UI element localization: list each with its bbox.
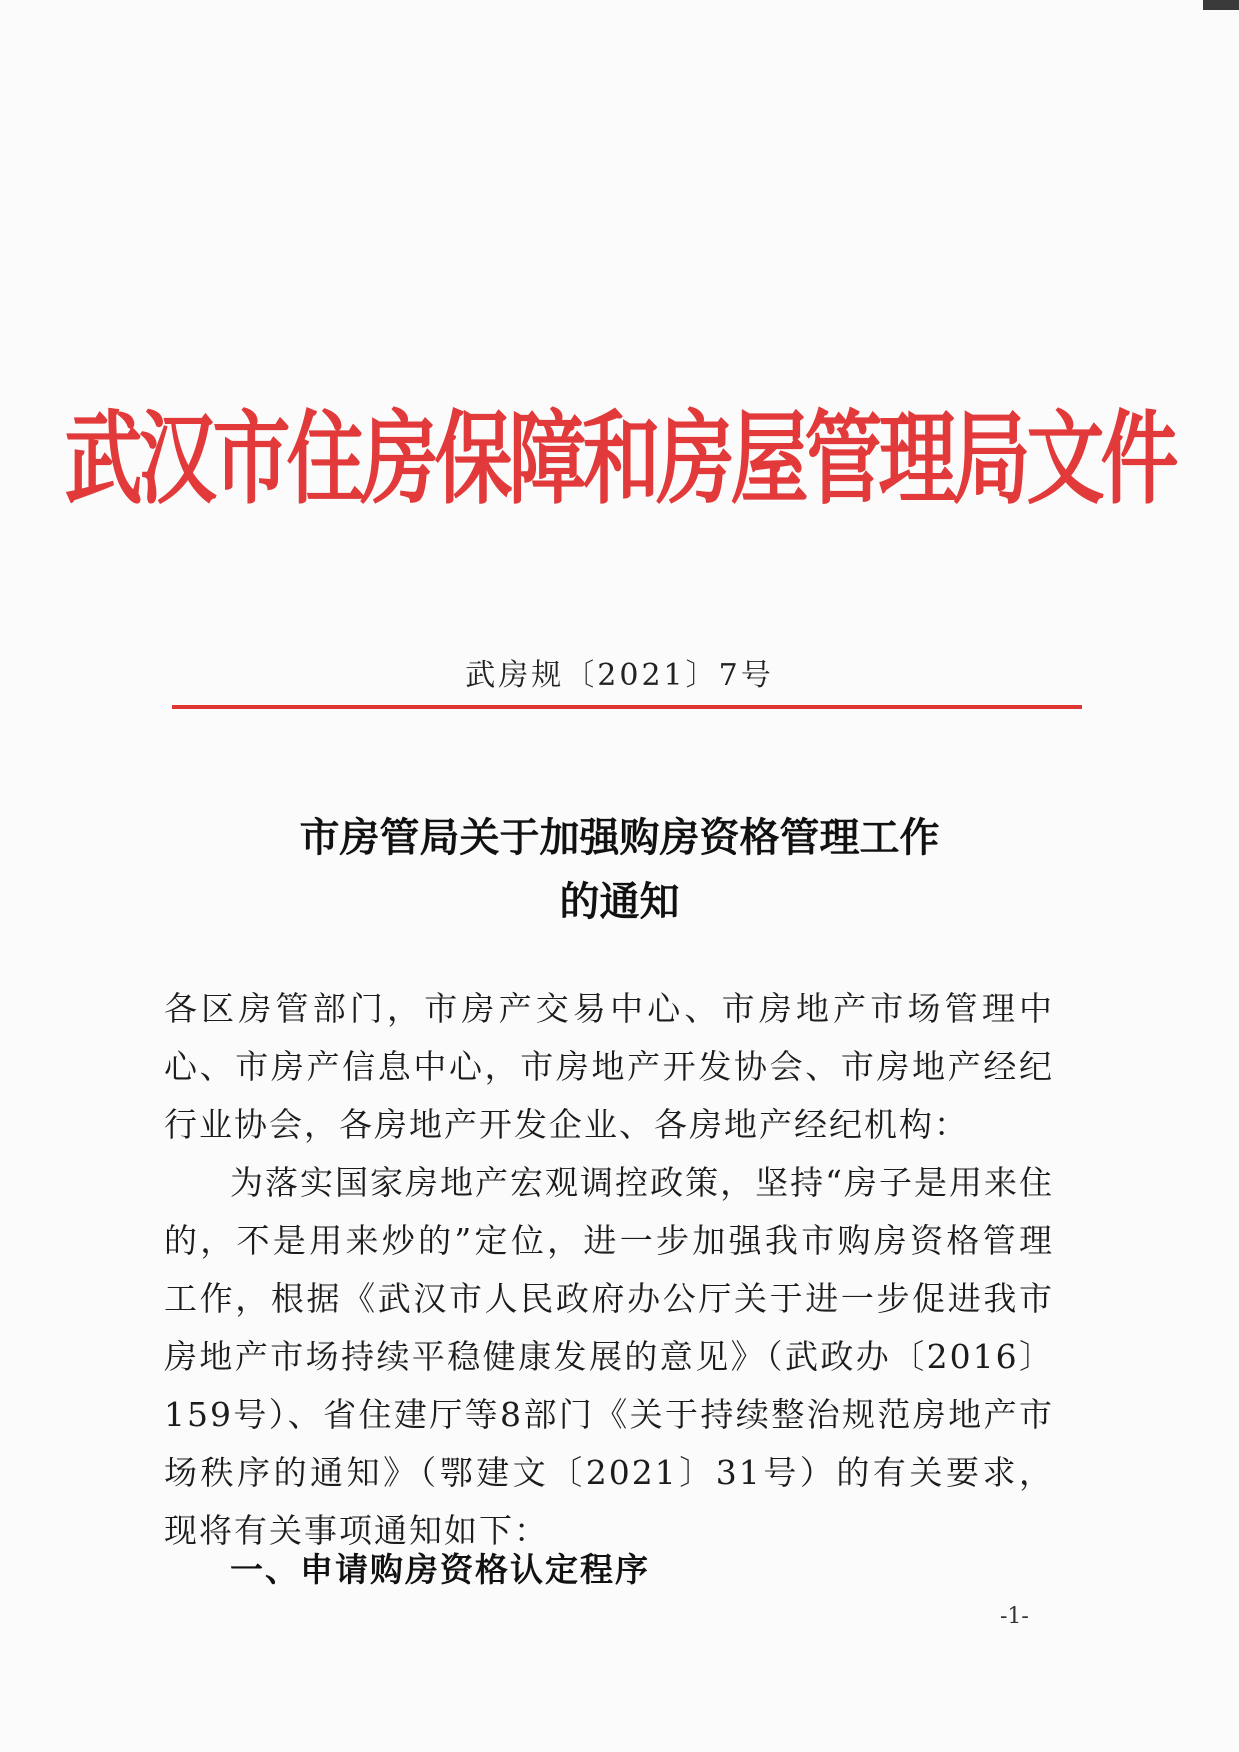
red-divider-line xyxy=(172,705,1082,709)
addressee-paragraph: 各区房管部门，市房产交易中心、市房地产市场管理中心、市房产信息中心，市房地产开发协会、市房地产经纪行业协会，各房地产开发企业、各房地产经纪机构： xyxy=(164,989,1054,1144)
document-masthead: 武汉市住房保障和房屋管理局文件 xyxy=(64,401,1175,519)
page-number: -1- xyxy=(1000,1604,1029,1629)
document-body xyxy=(164,980,1054,1560)
title-line-1: 市房管局关于加强购房资格管理工作 xyxy=(299,814,940,861)
section-heading-1: 一、申请购房资格认定程序 xyxy=(230,1550,650,1589)
document-title xyxy=(0,806,1239,934)
title-line-2: 的通知 xyxy=(559,878,680,925)
scan-edge-mark xyxy=(1203,0,1239,10)
document-number: 武房规〔2021〕7号 xyxy=(465,658,774,693)
intro-paragraph: 为落实国家房地产宏观调控政策，坚持“房子是用来住的，不是用来炒的”定位，进一步加强我市购房资格管理工作，根据《武汉市人民政府办公厅关于进一步促进我市房地产市场持续平稳健康发展的意见》（武政办〔2016〕159号）、省住建厅等8部门《关于持续整治规范房地产市场秩序的通知》（鄂建文〔2021〕31号）的有关要求，现将有关事项通知如下： xyxy=(164,1163,1054,1550)
